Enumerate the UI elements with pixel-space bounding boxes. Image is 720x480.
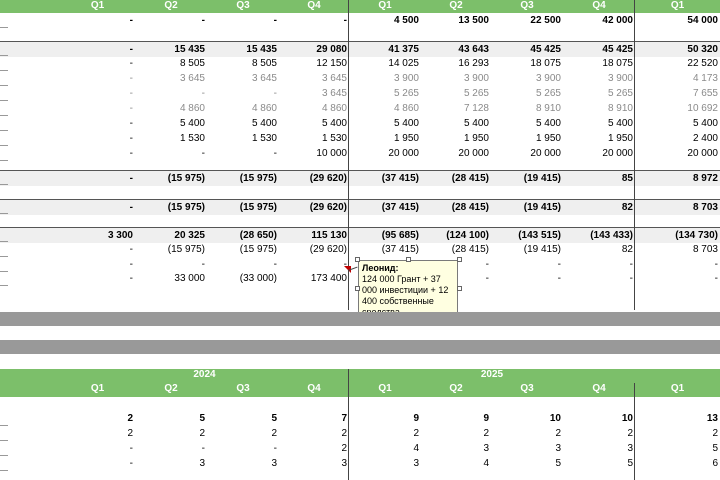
table-cell[interactable]: 18 075 xyxy=(530,58,561,69)
table-cell[interactable]: - xyxy=(273,15,277,26)
table-cell[interactable]: 2 xyxy=(341,443,347,454)
table-cell[interactable]: 1 950 xyxy=(393,133,419,144)
bottom-header-q: Q1 xyxy=(378,383,392,394)
table-cell[interactable]: 1 950 xyxy=(463,133,489,144)
top-header-q: Q2 xyxy=(449,0,463,11)
table-row xyxy=(0,227,720,243)
table-cell[interactable]: 20 000 xyxy=(602,148,633,159)
table-cell[interactable]: (15 975) xyxy=(239,244,277,255)
table-cell[interactable]: 10 xyxy=(549,413,561,424)
table-cell[interactable]: - xyxy=(129,88,133,99)
table-cell[interactable]: - xyxy=(557,273,561,284)
table-cell[interactable]: 10 xyxy=(621,413,633,424)
resize-handle[interactable] xyxy=(457,286,462,291)
table-cell[interactable]: 50 320 xyxy=(687,44,718,55)
table-cell[interactable]: 45 425 xyxy=(530,44,561,55)
table-row xyxy=(0,56,720,71)
table-cell[interactable]: - xyxy=(629,273,633,284)
table-cell[interactable]: 3 xyxy=(341,458,347,469)
table-cell[interactable]: 5 400 xyxy=(692,118,718,129)
table-cell[interactable]: 2 xyxy=(627,428,633,439)
table-cell[interactable]: (15 975) xyxy=(239,202,277,213)
table-cell[interactable]: - xyxy=(129,443,133,454)
table-cell[interactable]: 45 425 xyxy=(602,44,633,55)
bottom-header-q: Q3 xyxy=(236,383,250,394)
table-cell[interactable]: 5 xyxy=(271,413,277,424)
table-cell[interactable]: 1 530 xyxy=(179,133,205,144)
table-cell[interactable]: 20 000 xyxy=(388,148,419,159)
table-cell[interactable]: 9 xyxy=(413,413,419,424)
table-cell[interactable]: 10 692 xyxy=(687,103,718,114)
year-separator xyxy=(348,0,349,310)
table-cell[interactable]: - xyxy=(485,259,489,270)
table-row xyxy=(0,41,720,57)
table-cell[interactable]: 3 900 xyxy=(463,73,489,84)
table-cell[interactable]: (19 415) xyxy=(523,244,561,255)
table-cell[interactable]: 5 400 xyxy=(463,118,489,129)
table-cell[interactable]: 54 000 xyxy=(687,15,718,26)
table-cell[interactable]: - xyxy=(129,148,133,159)
table-row xyxy=(0,116,720,131)
table-cell[interactable]: (15 975) xyxy=(167,244,205,255)
table-cell[interactable]: 2 xyxy=(341,428,347,439)
top-header-q: Q2 xyxy=(164,0,178,11)
table-cell[interactable]: 3 xyxy=(555,443,561,454)
table-cell[interactable]: - xyxy=(485,273,489,284)
table-cell[interactable]: 5 xyxy=(555,458,561,469)
bottom-header-q: Q3 xyxy=(520,383,534,394)
table-cell[interactable]: 3 645 xyxy=(179,73,205,84)
table-cell[interactable]: 5 400 xyxy=(321,118,347,129)
row-tick xyxy=(0,184,8,185)
table-cell[interactable]: 20 000 xyxy=(687,148,718,159)
resize-handle[interactable] xyxy=(406,257,411,262)
resize-handle[interactable] xyxy=(355,286,360,291)
top-header-q: Q1 xyxy=(378,0,392,11)
table-cell[interactable]: 4 860 xyxy=(179,103,205,114)
table-row xyxy=(0,242,720,257)
table-cell[interactable]: 43 643 xyxy=(458,44,489,55)
year-separator xyxy=(634,0,635,310)
table-cell[interactable]: 42 000 xyxy=(602,15,633,26)
table-cell[interactable]: - xyxy=(201,88,205,99)
table-cell[interactable]: 7 128 xyxy=(463,103,489,114)
table-cell[interactable]: 5 xyxy=(199,413,205,424)
table-cell[interactable]: - xyxy=(129,173,133,184)
table-cell[interactable]: (28 415) xyxy=(451,202,489,213)
table-cell[interactable]: 2 400 xyxy=(692,133,718,144)
table-cell[interactable]: (15 975) xyxy=(167,173,205,184)
year-2024: 2024 xyxy=(193,369,216,380)
table-cell[interactable]: 1 950 xyxy=(607,133,633,144)
top-header-q: Q4 xyxy=(592,0,606,11)
table-cell[interactable]: 4 173 xyxy=(692,73,718,84)
bottom-header-q: Q2 xyxy=(449,383,463,394)
table-cell[interactable]: - xyxy=(273,259,277,270)
table-cell[interactable]: 3 xyxy=(483,443,489,454)
table-row xyxy=(0,442,720,456)
table-cell[interactable]: 10 000 xyxy=(316,148,347,159)
row-tick xyxy=(0,27,8,28)
table-cell[interactable]: 5 400 xyxy=(535,118,561,129)
comment-author: Леонид: xyxy=(362,263,399,273)
table-cell[interactable]: - xyxy=(129,458,133,469)
table-cell[interactable]: (37 415) xyxy=(381,173,419,184)
bottom-header-q: Q2 xyxy=(164,383,178,394)
row-tick xyxy=(0,160,8,161)
table-cell[interactable]: 33 000 xyxy=(174,273,205,284)
table-cell[interactable]: 82 xyxy=(621,202,633,213)
table-cell[interactable]: 20 000 xyxy=(458,148,489,159)
table-cell[interactable]: 8 505 xyxy=(179,58,205,69)
bottom-header-years xyxy=(0,369,720,383)
table-cell[interactable]: 13 500 xyxy=(458,15,489,26)
row-tick xyxy=(0,425,8,426)
table-row xyxy=(0,131,720,146)
table-cell[interactable]: 7 xyxy=(341,413,347,424)
table-cell[interactable]: 7 655 xyxy=(692,88,718,99)
table-cell[interactable]: - xyxy=(129,244,133,255)
table-cell[interactable]: 8 910 xyxy=(607,103,633,114)
table-cell[interactable]: 173 400 xyxy=(310,273,347,284)
table-cell[interactable]: - xyxy=(273,443,277,454)
table-cell[interactable]: 1 530 xyxy=(321,133,347,144)
top-header-q: Q1 xyxy=(670,0,685,11)
table-cell[interactable]: 29 080 xyxy=(316,44,347,55)
table-cell[interactable]: (19 415) xyxy=(523,173,561,184)
table-cell[interactable]: 3 900 xyxy=(607,73,633,84)
table-cell[interactable]: 8 505 xyxy=(251,58,277,69)
top-header-row xyxy=(0,0,720,13)
table-cell[interactable]: 3 xyxy=(199,458,205,469)
table-cell[interactable]: 4 860 xyxy=(393,103,419,114)
table-cell[interactable]: 20 000 xyxy=(530,148,561,159)
table-cell[interactable]: (37 415) xyxy=(381,202,419,213)
table-cell[interactable]: - xyxy=(129,259,133,270)
resize-handle[interactable] xyxy=(457,257,462,262)
table-cell[interactable]: 1 950 xyxy=(535,133,561,144)
table-cell[interactable]: 3 xyxy=(627,443,633,454)
table-cell[interactable]: 3 300 xyxy=(107,230,133,241)
bottom-header-q: Q1 xyxy=(670,383,685,394)
table-cell[interactable]: 5 400 xyxy=(179,118,205,129)
table-cell[interactable]: 18 075 xyxy=(602,58,633,69)
table-cell[interactable]: - xyxy=(201,15,205,26)
table-cell[interactable]: - xyxy=(629,259,633,270)
table-cell[interactable]: - xyxy=(557,259,561,270)
table-cell[interactable]: 8 910 xyxy=(535,103,561,114)
table-cell[interactable]: - xyxy=(129,58,133,69)
table-cell[interactable]: 13 xyxy=(706,413,718,424)
table-cell[interactable]: 20 325 xyxy=(174,230,205,241)
table-cell[interactable]: - xyxy=(129,202,133,213)
table-cell[interactable]: - xyxy=(201,443,205,454)
table-cell[interactable]: (95 685) xyxy=(381,230,419,241)
table-cell[interactable]: (143 515) xyxy=(518,230,561,241)
table-cell[interactable]: 5 400 xyxy=(393,118,419,129)
table-cell[interactable]: 15 435 xyxy=(174,44,205,55)
row-tick xyxy=(0,455,8,456)
bottom-header-q: Q1 xyxy=(90,383,105,394)
table-cell[interactable]: - xyxy=(273,88,277,99)
table-cell[interactable]: 2 xyxy=(413,428,419,439)
table-row xyxy=(0,199,720,215)
table-cell[interactable]: (28 650) xyxy=(239,230,277,241)
bottom-header-q: Q4 xyxy=(307,383,321,394)
table-cell[interactable]: (15 975) xyxy=(239,173,277,184)
table-cell[interactable]: 3 900 xyxy=(393,73,419,84)
table-cell[interactable]: 8 972 xyxy=(692,173,718,184)
table-row xyxy=(0,146,720,161)
table-cell[interactable]: 82 xyxy=(621,244,633,255)
table-cell[interactable]: (29 620) xyxy=(309,202,347,213)
table-cell[interactable]: 3 645 xyxy=(321,88,347,99)
table-cell[interactable]: 3 xyxy=(413,458,419,469)
table-cell[interactable]: - xyxy=(343,259,347,270)
table-cell[interactable]: 2 xyxy=(199,428,205,439)
table-cell[interactable]: (28 415) xyxy=(451,173,489,184)
table-cell[interactable]: - xyxy=(129,133,133,144)
table-cell[interactable]: (29 620) xyxy=(309,244,347,255)
table-cell[interactable]: (19 415) xyxy=(523,202,561,213)
table-cell[interactable]: 14 025 xyxy=(388,58,419,69)
table-row xyxy=(0,457,720,471)
table-cell[interactable]: 3 645 xyxy=(321,73,347,84)
row-tick xyxy=(0,440,8,441)
year-2025: 2025 xyxy=(480,369,504,380)
table-cell[interactable]: (37 415) xyxy=(381,244,419,255)
table-row xyxy=(0,86,720,101)
cell-comment[interactable] xyxy=(358,260,458,316)
table-cell[interactable]: 6 xyxy=(712,458,718,469)
table-cell[interactable]: (29 620) xyxy=(309,173,347,184)
table-cell[interactable]: - xyxy=(129,103,133,114)
table-cell[interactable]: (124 100) xyxy=(446,230,489,241)
table-cell[interactable]: (15 975) xyxy=(167,202,205,213)
table-row xyxy=(0,14,720,28)
top-header-q: Q1 xyxy=(90,0,105,11)
table-cell[interactable]: 15 435 xyxy=(246,44,277,55)
table-cell[interactable]: 41 375 xyxy=(388,44,419,55)
table-cell[interactable]: - xyxy=(714,273,718,284)
table-cell[interactable]: 5 400 xyxy=(251,118,277,129)
table-cell[interactable]: 3 900 xyxy=(535,73,561,84)
table-cell[interactable]: 22 520 xyxy=(687,58,718,69)
table-cell[interactable]: 2 xyxy=(555,428,561,439)
table-row xyxy=(0,71,720,86)
table-cell[interactable]: 4 xyxy=(483,458,489,469)
table-cell[interactable]: 5 265 xyxy=(535,88,561,99)
table-cell[interactable]: (28 415) xyxy=(451,244,489,255)
table-cell[interactable]: 16 293 xyxy=(458,58,489,69)
bottom-header-q: Q4 xyxy=(592,383,606,394)
table-row xyxy=(0,101,720,116)
table-row xyxy=(0,412,720,426)
row-tick xyxy=(0,213,8,214)
table-cell[interactable]: 22 500 xyxy=(530,15,561,26)
table-cell[interactable]: - xyxy=(201,259,205,270)
table-cell[interactable]: (143 433) xyxy=(590,230,633,241)
table-cell[interactable]: - xyxy=(273,148,277,159)
table-cell[interactable]: 4 500 xyxy=(393,15,419,26)
table-cell[interactable]: 5 265 xyxy=(607,88,633,99)
table-cell[interactable]: - xyxy=(129,273,133,284)
table-cell[interactable]: 9 xyxy=(483,413,489,424)
table-cell[interactable]: 85 xyxy=(621,173,633,184)
table-cell[interactable]: 12 150 xyxy=(316,58,347,69)
top-header-q: Q3 xyxy=(236,0,250,11)
table-cell[interactable]: - xyxy=(129,73,133,84)
grey-band xyxy=(0,312,720,326)
top-header-q: Q4 xyxy=(307,0,321,11)
table-cell[interactable]: 2 xyxy=(483,428,489,439)
bottom-header-quarters xyxy=(0,383,720,397)
grey-band xyxy=(0,340,720,354)
table-cell[interactable]: 5 400 xyxy=(607,118,633,129)
table-cell[interactable]: 2 xyxy=(712,428,718,439)
table-cell[interactable]: - xyxy=(129,15,133,26)
table-cell[interactable]: 8 703 xyxy=(692,202,718,213)
comment-text: 124 000 Грант + 37 000 инвестиции + 12 400 собственные xyxy=(362,274,449,306)
row-tick xyxy=(0,285,8,286)
table-cell[interactable]: - xyxy=(714,259,718,270)
table-cell[interactable]: 115 130 xyxy=(311,230,347,241)
table-cell[interactable]: 5 xyxy=(627,458,633,469)
table-cell[interactable]: - xyxy=(343,15,347,26)
table-cell[interactable]: (134 730) xyxy=(675,230,718,241)
table-cell[interactable]: 2 xyxy=(271,428,277,439)
table-row xyxy=(0,427,720,441)
table-cell[interactable]: - xyxy=(129,118,133,129)
table-cell[interactable]: 5 xyxy=(712,443,718,454)
resize-handle[interactable] xyxy=(355,257,360,262)
table-cell[interactable]: 4 xyxy=(413,443,419,454)
table-cell[interactable]: 2 xyxy=(127,413,133,424)
table-cell[interactable]: (33 000) xyxy=(239,273,277,284)
table-cell[interactable]: - xyxy=(201,148,205,159)
table-cell[interactable]: 3 xyxy=(271,458,277,469)
table-cell[interactable]: 3 645 xyxy=(251,73,277,84)
row-tick xyxy=(0,470,8,471)
table-cell[interactable]: 4 860 xyxy=(321,103,347,114)
table-cell[interactable]: - xyxy=(129,44,133,55)
table-cell[interactable]: 4 860 xyxy=(251,103,277,114)
table-cell[interactable]: 1 530 xyxy=(251,133,277,144)
table-row xyxy=(0,170,720,186)
table-cell[interactable]: 5 265 xyxy=(393,88,419,99)
table-cell[interactable]: 5 265 xyxy=(463,88,489,99)
table-cell[interactable]: 8 703 xyxy=(692,244,718,255)
top-header-q: Q3 xyxy=(520,0,534,11)
table-cell[interactable]: 2 xyxy=(127,428,133,439)
